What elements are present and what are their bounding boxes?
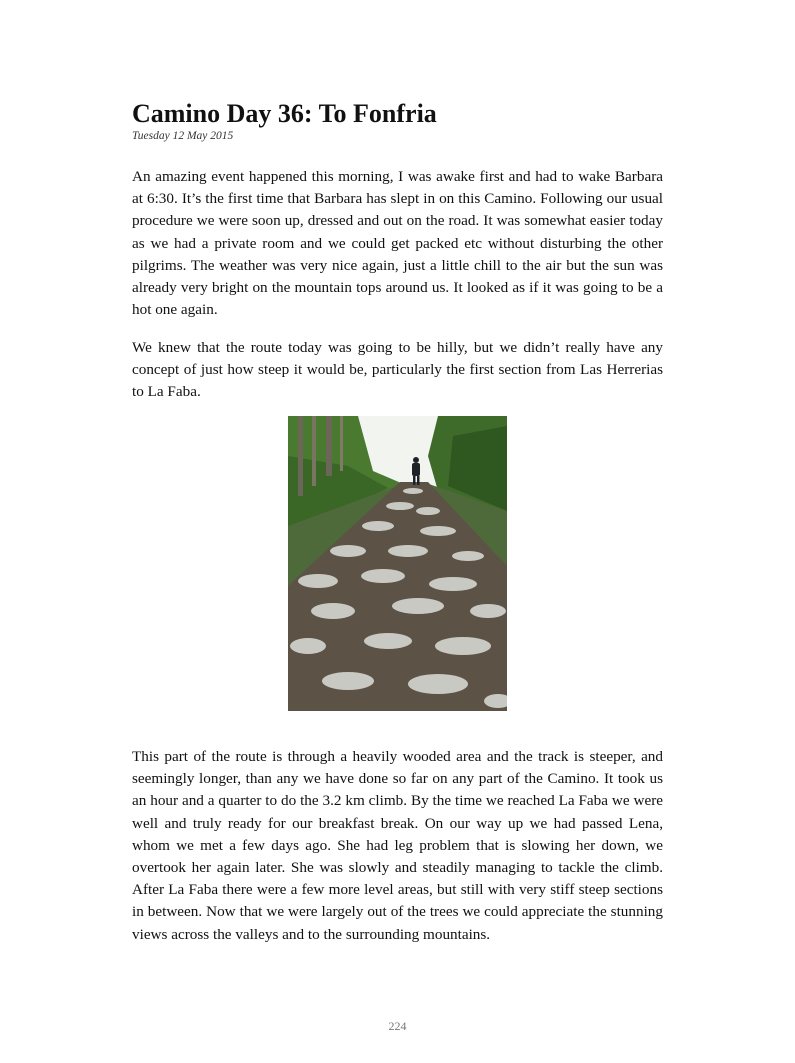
stony-path-image: [288, 416, 507, 711]
page-number: 224: [388, 1019, 407, 1033]
paragraph-1: An amazing event happened this morning, I was awake first and had to wake Barbara at 6:30. It’s the first time that Barbara has slept in on this Camino. Following our usual procedure we were soon up, dressed and out on the road. It was somewhat easier today as we had a private room and we could get packed etc without disturbing the other pilgrims. The weather was very nice again, just a little chill to the air but the sun was already very bright on the mountain tops around us. It looked as if it was going to be a hot one again.: [132, 168, 663, 319]
page-title: Camino Day 36: To Fonfria: [132, 99, 437, 128]
paragraph-3: This part of the route is through a heavily wooded area and the track is steeper, and seemingly longer, than any we have done so far on any part of the Camino. It took us an hour and a quarter to do the 3.2 km climb. By the time we reached La Faba we were well and truly ready for our breakfast break. On our way up we had passed Lena, whom we met a few days ago. She had leg problem that is slowing her down, we overtook her again later. She was slowly and steadily managing to tackle the climb. After La Faba there were a few more level areas, but still with very stiff steep sections in between. Now that we were largely out of the trees we could appreciate the stunning views across the valleys and to the surrounding mountains.: [132, 748, 663, 943]
trail-photo: [288, 416, 507, 711]
paragraph-2: We knew that the route today was going to be hilly, but we didn’t really have any concept of just how steep it would be, particularly the first section from Las Herrerias to La Faba.: [132, 339, 663, 401]
post-date: Tuesday 12 May 2015: [132, 130, 234, 142]
